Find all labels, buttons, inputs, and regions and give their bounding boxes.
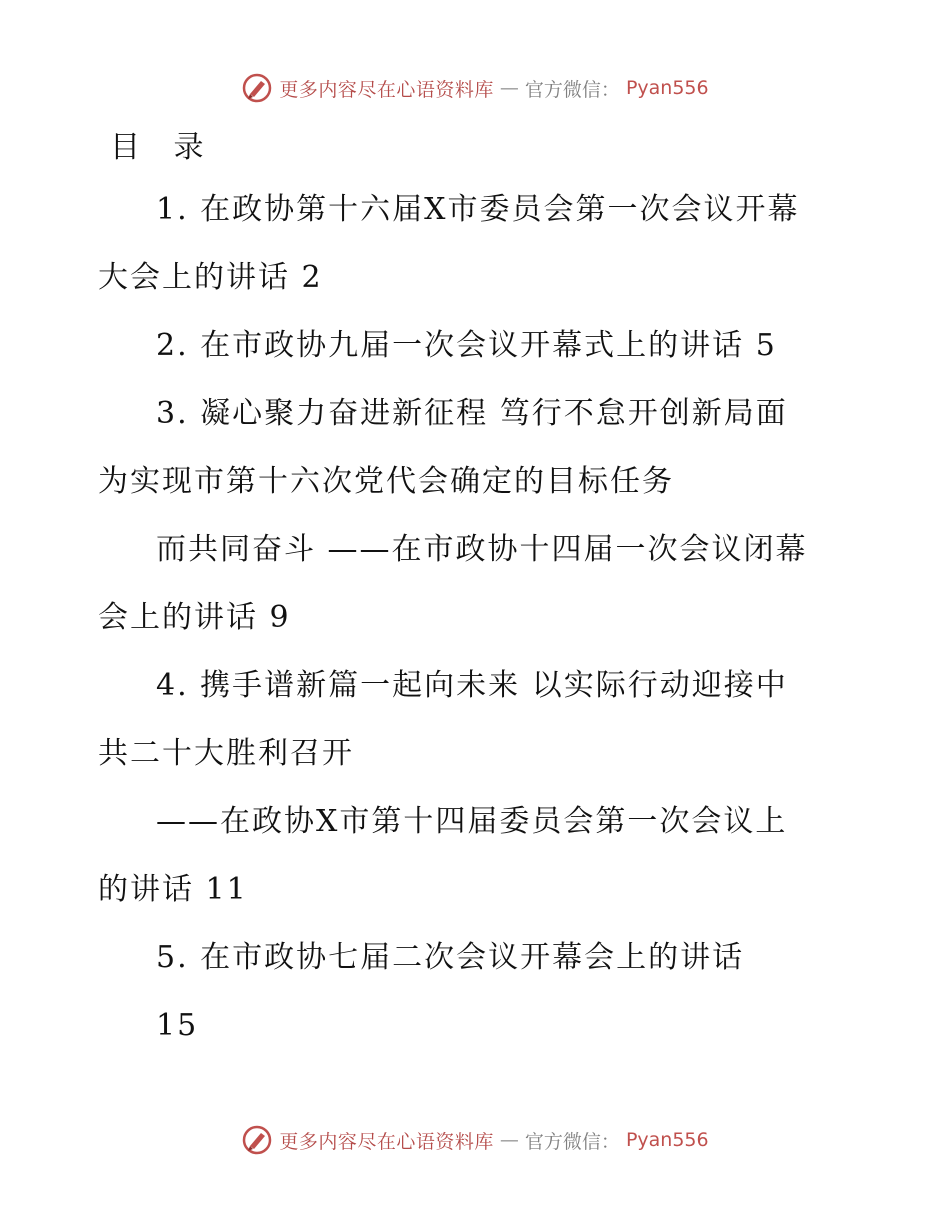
pen-logo-icon xyxy=(241,72,273,104)
toc-line: 大会上的讲话 2 xyxy=(98,260,323,295)
watermark-dash: — xyxy=(499,1129,519,1151)
toc-line: 而共同奋斗 ——在市政协十四届一次会议闭幕 xyxy=(156,532,808,567)
watermark-text: 更多内容尽在心语资料库 xyxy=(279,78,494,101)
toc-line: 3. 凝心聚力奋进新征程 笃行不怠开创新局面 xyxy=(156,396,788,431)
watermark-wechat-label: 官方微信： xyxy=(524,78,620,101)
watermark-wechat-id: Pyan556 xyxy=(625,77,709,99)
footer-watermark xyxy=(0,1124,950,1156)
toc-line: 15 xyxy=(156,1008,199,1043)
pen-logo-icon xyxy=(241,1124,273,1156)
header-watermark xyxy=(0,72,950,104)
toc-line: 的讲话 11 xyxy=(98,872,248,907)
toc-line: ——在政协X市第十四届委员会第一次会议上 xyxy=(156,804,788,839)
toc-line: 共二十大胜利召开 xyxy=(98,736,354,771)
toc-line: 5. 在市政协七届二次会议开幕会上的讲话 xyxy=(156,940,745,975)
toc-line: 为实现市第十六次党代会确定的目标任务 xyxy=(98,464,674,499)
watermark-wechat-label: 官方微信： xyxy=(524,1130,620,1153)
toc-line: 会上的讲话 9 xyxy=(98,600,291,635)
toc-line: 2. 在市政协九届一次会议开幕式上的讲话 5 xyxy=(156,328,777,363)
toc-title: 目 录 xyxy=(110,130,216,165)
toc-document xyxy=(98,120,858,1060)
watermark-wechat-id: Pyan556 xyxy=(625,1129,709,1151)
watermark-dash: — xyxy=(499,77,519,99)
toc-line: 1. 在政协第十六届X市委员会第一次会议开幕 xyxy=(156,192,800,227)
toc-line: 4. 携手谱新篇一起向未来 以实际行动迎接中 xyxy=(156,668,788,703)
watermark-text: 更多内容尽在心语资料库 xyxy=(279,1130,494,1153)
